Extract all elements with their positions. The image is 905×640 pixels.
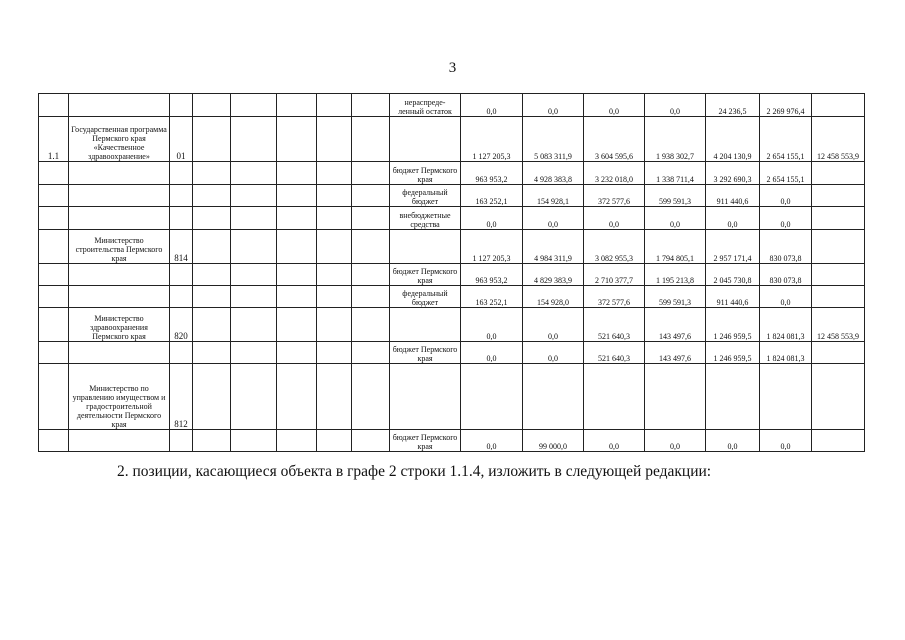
empty-cell bbox=[231, 117, 277, 162]
value-cell: 5 083 311,9 bbox=[523, 117, 584, 162]
value-cell: 0,0 bbox=[461, 207, 523, 230]
value-cell: 24 236,5 bbox=[706, 94, 760, 117]
program-name-cell bbox=[69, 185, 170, 207]
value-cell: 4 928 383,8 bbox=[523, 162, 584, 185]
empty-cell bbox=[352, 94, 390, 117]
value-cell: 0,0 bbox=[706, 430, 760, 452]
code-cell bbox=[170, 342, 193, 364]
value-cell: 4 829 383,9 bbox=[523, 264, 584, 286]
value-cell: 0,0 bbox=[461, 342, 523, 364]
code-cell bbox=[170, 94, 193, 117]
value-cell: 0,0 bbox=[645, 207, 706, 230]
code-cell bbox=[170, 430, 193, 452]
value-cell bbox=[461, 364, 523, 430]
empty-cell bbox=[317, 185, 352, 207]
funding-source-cell: внебюджетные средства bbox=[390, 207, 461, 230]
empty-cell bbox=[231, 162, 277, 185]
value-cell: 0,0 bbox=[584, 207, 645, 230]
value-cell: 0,0 bbox=[523, 342, 584, 364]
code-cell bbox=[170, 185, 193, 207]
program-name-cell: Государственная программа Пермского края «Качественное здравоохранение» bbox=[69, 117, 170, 162]
value-cell: 143 497,6 bbox=[645, 342, 706, 364]
row-number-cell bbox=[39, 162, 69, 185]
table-row bbox=[39, 286, 865, 308]
program-name-cell bbox=[69, 286, 170, 308]
value-cell bbox=[812, 430, 865, 452]
value-cell: 963 953,2 bbox=[461, 264, 523, 286]
empty-cell bbox=[231, 230, 277, 264]
funding-source-cell: федеральный бюджет bbox=[390, 286, 461, 308]
value-cell: 830 073,8 bbox=[760, 264, 812, 286]
empty-cell bbox=[352, 230, 390, 264]
value-cell: 1 824 081,3 bbox=[760, 308, 812, 342]
value-cell: 3 082 955,3 bbox=[584, 230, 645, 264]
value-cell: 963 953,2 bbox=[461, 162, 523, 185]
value-cell: 12 458 553,9 bbox=[812, 117, 865, 162]
empty-cell bbox=[231, 342, 277, 364]
empty-cell bbox=[317, 94, 352, 117]
value-cell: 0,0 bbox=[523, 308, 584, 342]
value-cell: 2 269 976,4 bbox=[760, 94, 812, 117]
empty-cell bbox=[231, 264, 277, 286]
table-row bbox=[39, 230, 865, 264]
empty-cell bbox=[231, 286, 277, 308]
value-cell: 0,0 bbox=[523, 207, 584, 230]
code-cell bbox=[170, 207, 193, 230]
empty-cell bbox=[352, 264, 390, 286]
value-cell: 1 938 302,7 bbox=[645, 117, 706, 162]
empty-cell bbox=[277, 308, 317, 342]
value-cell: 1 127 205,3 bbox=[461, 230, 523, 264]
funding-source-cell: бюджет Пермского края bbox=[390, 342, 461, 364]
value-cell: 830 073,8 bbox=[760, 230, 812, 264]
value-cell: 0,0 bbox=[645, 94, 706, 117]
value-cell: 1 824 081,3 bbox=[760, 342, 812, 364]
value-cell bbox=[812, 185, 865, 207]
program-name-cell bbox=[69, 264, 170, 286]
table-row bbox=[39, 264, 865, 286]
value-cell: 0,0 bbox=[760, 207, 812, 230]
value-cell: 12 458 553,9 bbox=[812, 308, 865, 342]
table-row bbox=[39, 342, 865, 364]
empty-cell bbox=[352, 117, 390, 162]
empty-cell bbox=[193, 364, 231, 430]
value-cell: 0,0 bbox=[523, 94, 584, 117]
row-number-cell bbox=[39, 430, 69, 452]
empty-cell bbox=[277, 185, 317, 207]
value-cell bbox=[812, 364, 865, 430]
funding-source-cell bbox=[390, 308, 461, 342]
table-row bbox=[39, 207, 865, 230]
empty-cell bbox=[317, 342, 352, 364]
code-cell bbox=[170, 286, 193, 308]
funding-source-cell: федеральный бюджет bbox=[390, 185, 461, 207]
funding-source-cell: бюджет Пермского края bbox=[390, 162, 461, 185]
value-cell bbox=[523, 364, 584, 430]
empty-cell bbox=[277, 230, 317, 264]
table-row bbox=[39, 308, 865, 342]
empty-cell bbox=[352, 185, 390, 207]
empty-cell bbox=[193, 264, 231, 286]
empty-cell bbox=[352, 308, 390, 342]
empty-cell bbox=[352, 342, 390, 364]
code-cell: 814 bbox=[170, 230, 193, 264]
empty-cell bbox=[352, 364, 390, 430]
value-cell bbox=[812, 264, 865, 286]
value-cell: 372 577,6 bbox=[584, 185, 645, 207]
table-row bbox=[39, 94, 865, 117]
empty-cell bbox=[352, 286, 390, 308]
program-name-cell: Министерство по управлению имуществом и градостроительной деятельности Пермского края bbox=[69, 364, 170, 430]
value-cell: 4 984 311,9 bbox=[523, 230, 584, 264]
empty-cell bbox=[317, 162, 352, 185]
code-cell: 01 bbox=[170, 117, 193, 162]
value-cell: 0,0 bbox=[461, 94, 523, 117]
empty-cell bbox=[193, 162, 231, 185]
value-cell bbox=[812, 207, 865, 230]
value-cell: 0,0 bbox=[706, 207, 760, 230]
empty-cell bbox=[352, 162, 390, 185]
value-cell: 99 000,0 bbox=[523, 430, 584, 452]
value-cell: 599 591,3 bbox=[645, 185, 706, 207]
table-body bbox=[39, 94, 865, 452]
row-number-cell bbox=[39, 185, 69, 207]
empty-cell bbox=[277, 162, 317, 185]
code-cell bbox=[170, 162, 193, 185]
value-cell: 1 246 959,5 bbox=[706, 342, 760, 364]
empty-cell bbox=[193, 342, 231, 364]
program-name-cell bbox=[69, 430, 170, 452]
empty-cell bbox=[317, 117, 352, 162]
value-cell: 521 640,3 bbox=[584, 308, 645, 342]
row-number-cell: 1.1 bbox=[39, 117, 69, 162]
empty-cell bbox=[231, 94, 277, 117]
value-cell: 0,0 bbox=[584, 94, 645, 117]
empty-cell bbox=[277, 207, 317, 230]
empty-cell bbox=[277, 430, 317, 452]
empty-cell bbox=[231, 308, 277, 342]
value-cell: 4 204 130,9 bbox=[706, 117, 760, 162]
value-cell: 3 232 018,0 bbox=[584, 162, 645, 185]
empty-cell bbox=[317, 207, 352, 230]
funding-source-cell bbox=[390, 230, 461, 264]
empty-cell bbox=[193, 430, 231, 452]
empty-cell bbox=[277, 364, 317, 430]
empty-cell bbox=[352, 430, 390, 452]
value-cell: 0,0 bbox=[461, 430, 523, 452]
value-cell: 0,0 bbox=[645, 430, 706, 452]
table-row bbox=[39, 117, 865, 162]
value-cell: 1 127 205,3 bbox=[461, 117, 523, 162]
table-row bbox=[39, 364, 865, 430]
value-cell: 1 246 959,5 bbox=[706, 308, 760, 342]
value-cell bbox=[812, 286, 865, 308]
empty-cell bbox=[193, 286, 231, 308]
value-cell: 154 928,0 bbox=[523, 286, 584, 308]
empty-cell bbox=[317, 286, 352, 308]
empty-cell bbox=[193, 230, 231, 264]
value-cell: 3 292 690,3 bbox=[706, 162, 760, 185]
value-cell bbox=[812, 94, 865, 117]
value-cell bbox=[812, 162, 865, 185]
value-cell bbox=[584, 364, 645, 430]
empty-cell bbox=[277, 264, 317, 286]
empty-cell bbox=[231, 364, 277, 430]
value-cell: 163 252,1 bbox=[461, 185, 523, 207]
amendment-caption: 2. позиции, касающиеся объекта в графе 2 строки 1.1.4, изложить в следующей редакции: bbox=[117, 463, 712, 480]
empty-cell bbox=[277, 286, 317, 308]
empty-cell bbox=[193, 308, 231, 342]
value-cell: 0,0 bbox=[760, 430, 812, 452]
table-row bbox=[39, 162, 865, 185]
value-cell: 143 497,6 bbox=[645, 308, 706, 342]
value-cell: 1 338 711,4 bbox=[645, 162, 706, 185]
program-name-cell bbox=[69, 162, 170, 185]
empty-cell bbox=[317, 230, 352, 264]
value-cell: 0,0 bbox=[760, 286, 812, 308]
row-number-cell bbox=[39, 342, 69, 364]
page-number: 3 bbox=[448, 60, 457, 76]
empty-cell bbox=[317, 364, 352, 430]
row-number-cell bbox=[39, 308, 69, 342]
row-number-cell bbox=[39, 94, 69, 117]
empty-cell bbox=[352, 207, 390, 230]
program-name-cell: Министерство здравоохранения Пермского края bbox=[69, 308, 170, 342]
value-cell bbox=[812, 342, 865, 364]
empty-cell bbox=[277, 342, 317, 364]
funding-source-cell: бюджет Пермского края bbox=[390, 430, 461, 452]
program-name-cell: Министерство строительства Пермского края bbox=[69, 230, 170, 264]
empty-cell bbox=[193, 185, 231, 207]
value-cell: 0,0 bbox=[760, 185, 812, 207]
row-number-cell bbox=[39, 230, 69, 264]
value-cell: 2 710 377,7 bbox=[584, 264, 645, 286]
row-number-cell bbox=[39, 286, 69, 308]
value-cell: 0,0 bbox=[584, 430, 645, 452]
empty-cell bbox=[193, 207, 231, 230]
value-cell bbox=[760, 364, 812, 430]
value-cell bbox=[812, 230, 865, 264]
program-name-cell bbox=[69, 207, 170, 230]
value-cell: 372 577,6 bbox=[584, 286, 645, 308]
budget-table bbox=[38, 93, 865, 452]
funding-source-cell: бюджет Пермского края bbox=[390, 264, 461, 286]
empty-cell bbox=[317, 430, 352, 452]
code-cell bbox=[170, 264, 193, 286]
row-number-cell bbox=[39, 364, 69, 430]
funding-source-cell bbox=[390, 364, 461, 430]
code-cell: 820 bbox=[170, 308, 193, 342]
value-cell: 2 654 155,1 bbox=[760, 117, 812, 162]
table-row bbox=[39, 430, 865, 452]
empty-cell bbox=[277, 94, 317, 117]
empty-cell bbox=[317, 264, 352, 286]
value-cell: 1 195 213,8 bbox=[645, 264, 706, 286]
value-cell: 0,0 bbox=[461, 308, 523, 342]
value-cell: 911 440,6 bbox=[706, 286, 760, 308]
value-cell: 163 252,1 bbox=[461, 286, 523, 308]
funding-source-cell: нераспреде-ленный остаток bbox=[390, 94, 461, 117]
code-cell: 812 bbox=[170, 364, 193, 430]
empty-cell bbox=[317, 308, 352, 342]
empty-cell bbox=[277, 117, 317, 162]
funding-source-cell bbox=[390, 117, 461, 162]
program-name-cell bbox=[69, 342, 170, 364]
empty-cell bbox=[193, 117, 231, 162]
empty-cell bbox=[193, 94, 231, 117]
value-cell: 2 654 155,1 bbox=[760, 162, 812, 185]
value-cell: 154 928,1 bbox=[523, 185, 584, 207]
value-cell bbox=[706, 364, 760, 430]
value-cell bbox=[645, 364, 706, 430]
row-number-cell bbox=[39, 264, 69, 286]
program-name-cell bbox=[69, 94, 170, 117]
value-cell: 2 045 730,8 bbox=[706, 264, 760, 286]
empty-cell bbox=[231, 430, 277, 452]
value-cell: 911 440,6 bbox=[706, 185, 760, 207]
value-cell: 2 957 171,4 bbox=[706, 230, 760, 264]
empty-cell bbox=[231, 185, 277, 207]
value-cell: 521 640,3 bbox=[584, 342, 645, 364]
empty-cell bbox=[231, 207, 277, 230]
value-cell: 3 604 595,6 bbox=[584, 117, 645, 162]
value-cell: 1 794 805,1 bbox=[645, 230, 706, 264]
value-cell: 599 591,3 bbox=[645, 286, 706, 308]
row-number-cell bbox=[39, 207, 69, 230]
table-row bbox=[39, 185, 865, 207]
